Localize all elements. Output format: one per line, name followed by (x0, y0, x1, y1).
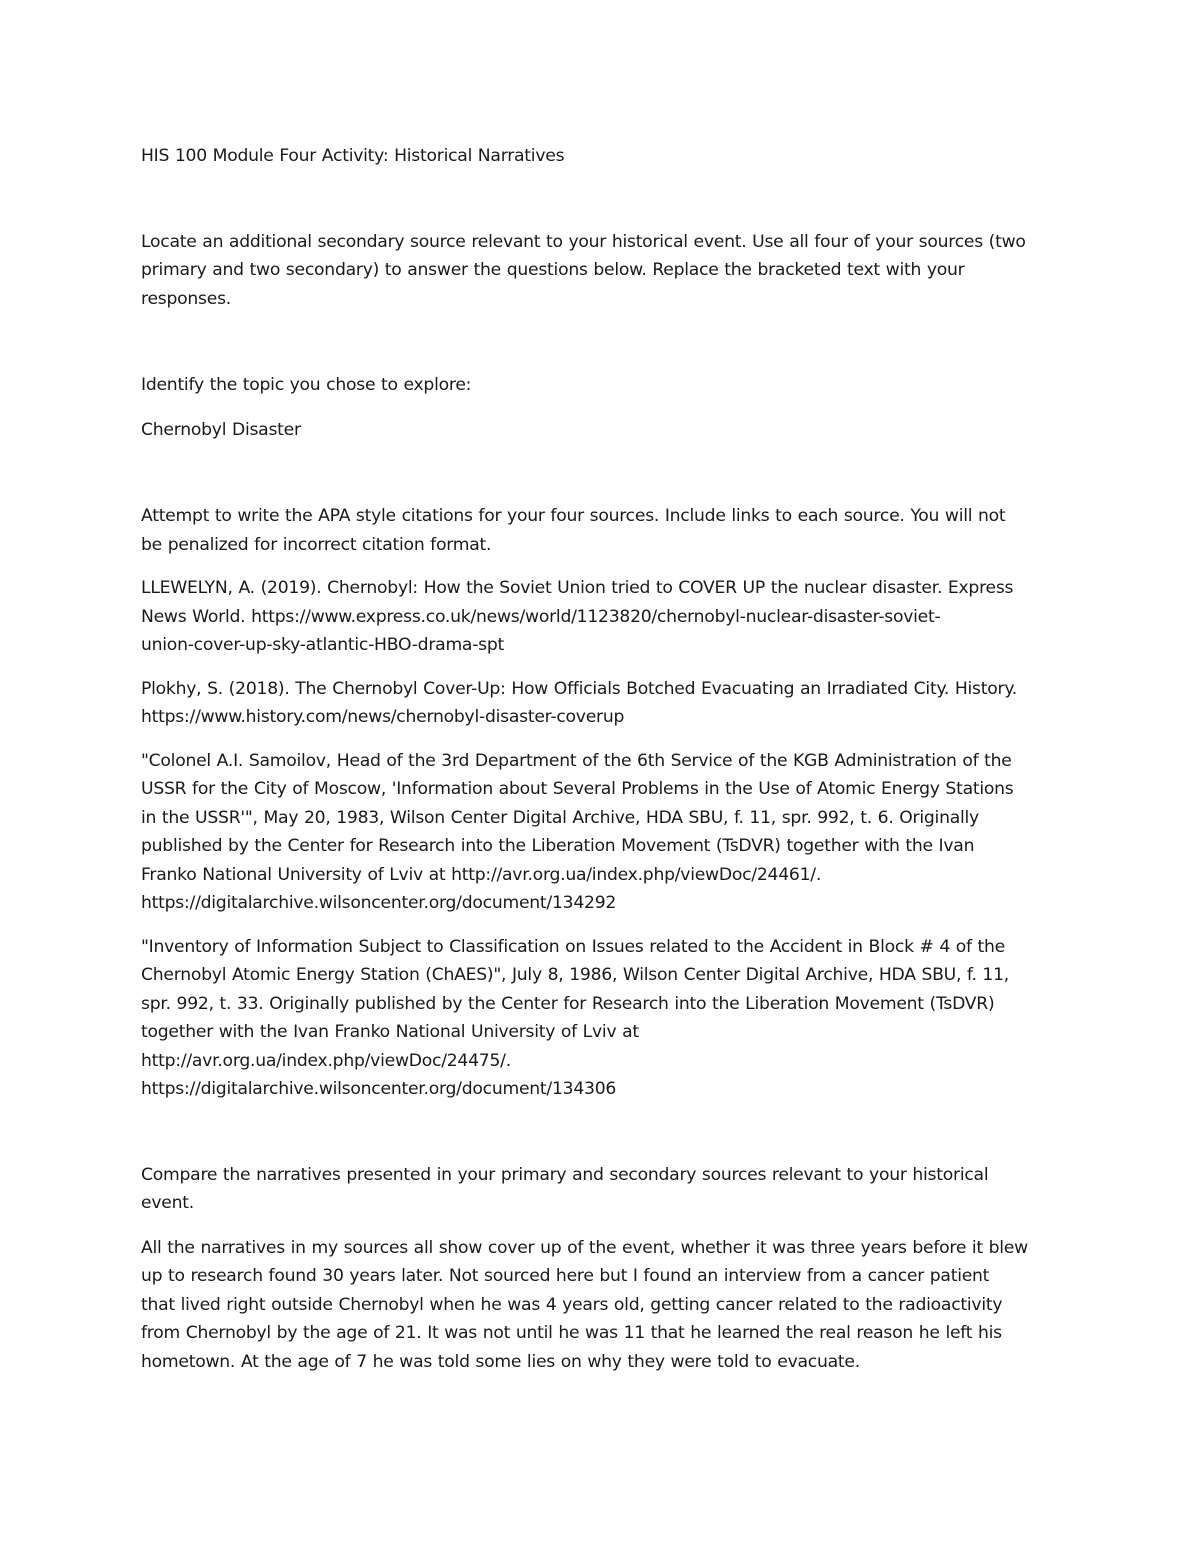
citation-line: https://digitalarchive.wilsoncenter.org/document/134306 (141, 1079, 617, 1099)
compare-answer-line: from Chernobyl by the age of 21. It was not until he was 11 that he learned the real reason he left his (141, 1323, 1002, 1343)
topic-question-text: Identify the topic you chose to explore: (141, 375, 472, 395)
intro-paragraph (141, 228, 1066, 314)
compare-question (141, 1161, 1066, 1218)
citation-2 (141, 675, 1066, 732)
intro-line: responses. (141, 288, 231, 309)
citation-line: in the USSR'", May 20, 1983, Wilson Center Digital Archive, HDA SBU, f. 11, spr. 992, t. 6. Originally (141, 807, 979, 828)
citation-line: http://avr.org.ua/index.php/viewDoc/24475/. (141, 1050, 511, 1071)
citation-prompt (141, 502, 1066, 559)
citation-line: published by the Center for Research into the Liberation Movement (TsDVR) together with the Ivan (141, 836, 975, 856)
compare-answer (141, 1234, 1066, 1377)
citation-line: together with the Ivan Franko National University of Lviv at (141, 1022, 639, 1042)
citation-line: union-cover-up-sky-atlantic-HBO-drama-spt (141, 635, 505, 655)
citation-line: LLEWELYN, A. (2019). Chernobyl: How the Soviet Union tried to COVER UP the nuclear disaster. Express (141, 578, 1014, 598)
compare-answer-line: that lived right outside Chernobyl when he was 4 years old, getting cancer related to the radioactivity (141, 1294, 1003, 1315)
citation-1 (141, 574, 1066, 660)
compare-answer-line: up to research found 30 years later. Not sourced here but I found an interview from a cancer patient (141, 1266, 990, 1286)
intro-line: primary and two secondary) to answer the questions below. Replace the bracketed text with your (141, 260, 965, 280)
topic-answer-text: Chernobyl Disaster (141, 419, 301, 440)
citation-prompt-line: Attempt to write the APA style citations for your four sources. Include links to each source. You will not (141, 506, 1006, 526)
document-content (141, 140, 1066, 1376)
topic-question (141, 371, 1066, 400)
citation-3 (141, 747, 1066, 918)
citation-prompt-line: be penalized for incorrect citation format. (141, 534, 492, 555)
citation-line: "Colonel A.I. Samoilov, Head of the 3rd Department of the 6th Service of the KGB Administration of the (141, 750, 1012, 771)
citation-line: https://digitalarchive.wilsoncenter.org/document/134292 (141, 893, 617, 913)
citation-line: News World. https://www.express.co.uk/news/world/1123820/chernobyl-nuclear-disaster-soviet- (141, 606, 941, 627)
intro-line: Locate an additional secondary source relevant to your historical event. Use all four of your sources (two (141, 231, 1026, 252)
compare-question-line: Compare the narratives presented in your primary and secondary sources relevant to your historical (141, 1164, 989, 1185)
document-title (141, 142, 1066, 171)
citation-line: spr. 992, t. 33. Originally published by the Center for Research into the Liberation Movement (TsDVR) (141, 993, 995, 1014)
citation-line: https://www.history.com/news/chernobyl-disaster-coverup (141, 707, 625, 727)
citation-4 (141, 933, 1066, 1104)
compare-question-line: event. (141, 1193, 194, 1213)
citation-line: Chernobyl Atomic Energy Station (ChAES)", July 8, 1986, Wilson Center Digital Archive, HDA SBU, f. 11, (141, 965, 1009, 985)
citation-line: "Inventory of Information Subject to Classification on Issues related to the Accident in Block # 4 of the (141, 936, 1005, 957)
citation-line: Franko National University of Lviv at http://avr.org.ua/index.php/viewDoc/24461/. (141, 864, 822, 885)
title-text: HIS 100 Module Four Activity: Historical Narratives (141, 146, 565, 166)
compare-answer-line: All the narratives in my sources all show cover up of the event, whether it was three years before it blew (141, 1237, 1028, 1258)
citation-line: Plokhy, S. (2018). The Chernobyl Cover-Up: How Officials Botched Evacuating an Irradiated City. History. (141, 678, 1017, 699)
topic-answer (141, 416, 1066, 445)
compare-answer-line: hometown. At the age of 7 he was told some lies on why they were told to evacuate. (141, 1351, 860, 1372)
citation-line: USSR for the City of Moscow, 'Information about Several Problems in the Use of Atomic Energy Stations (141, 779, 1014, 799)
